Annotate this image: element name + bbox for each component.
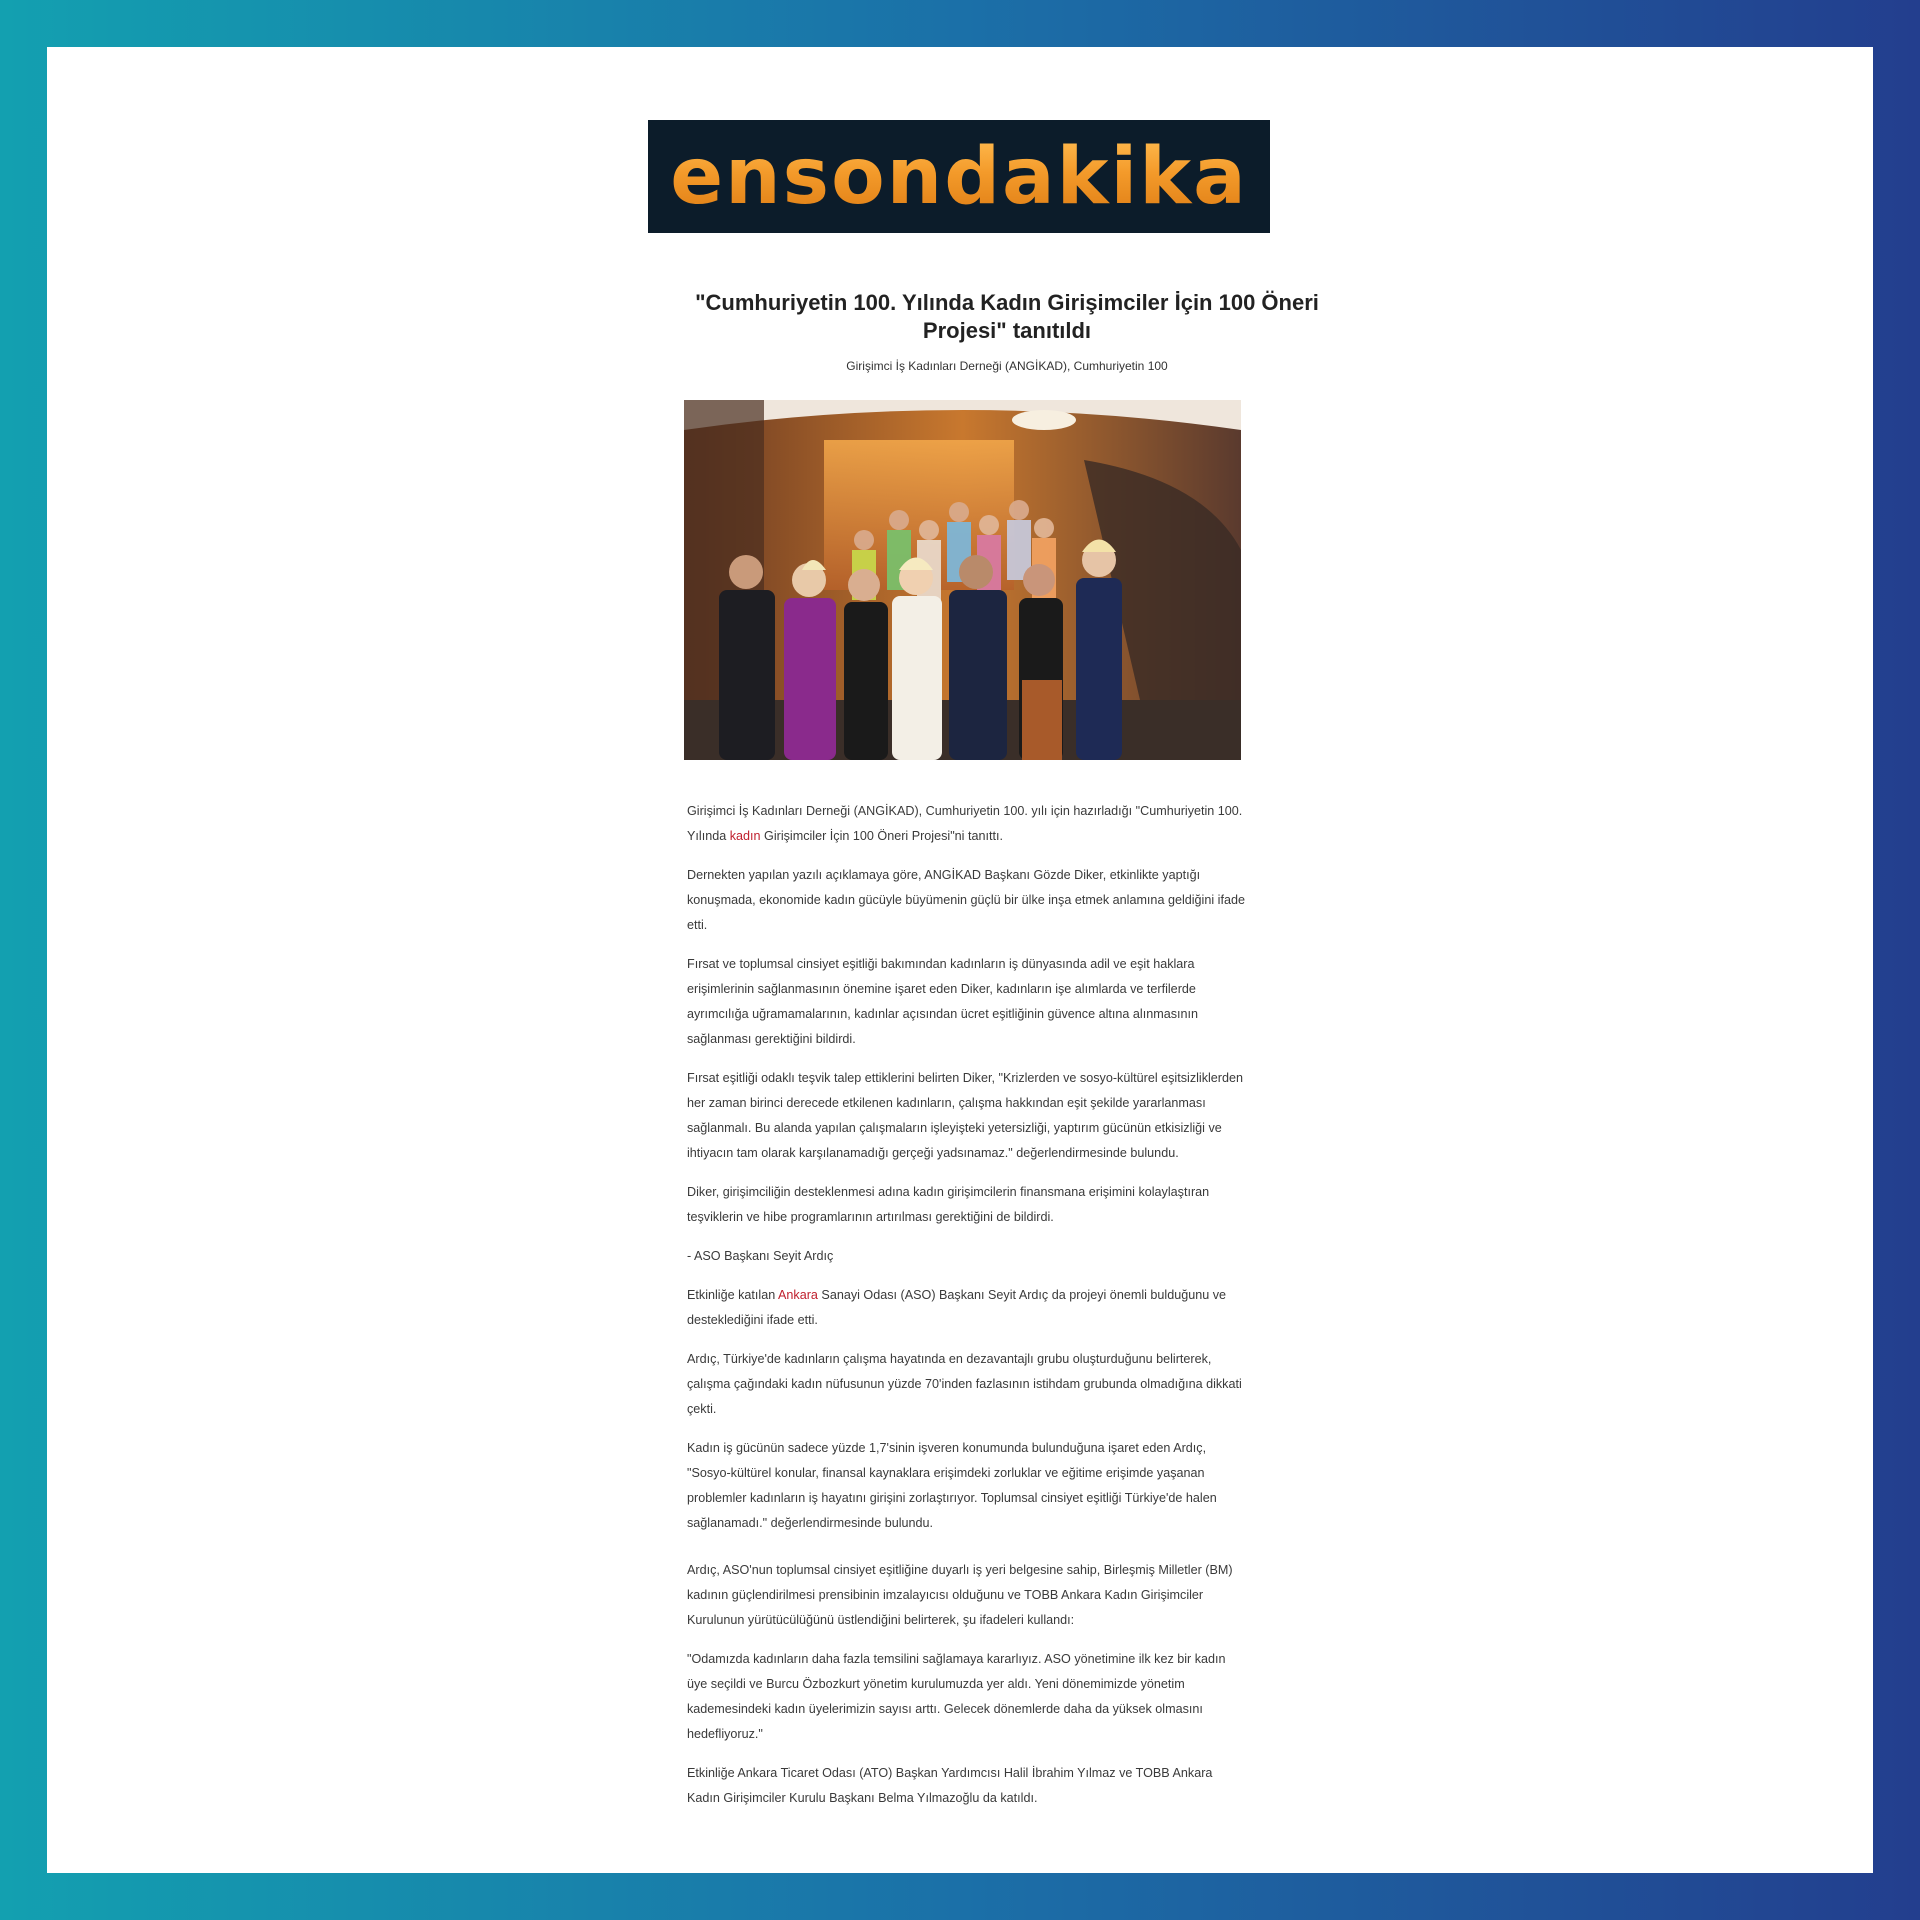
link-ankara[interactable]: Ankara bbox=[778, 1288, 818, 1302]
paragraph-12: Etkinliğe Ankara Ticaret Odası (ATO) Başkan Yardımcısı Halil İbrahim Yılmaz ve TOBB Ankara Kadın Girişimciler Kurulu Başkanı Belma Yılmazoğlu da katıldı. bbox=[687, 1766, 1213, 1805]
paragraph-6-subheading: - ASO Başkanı Seyit Ardıç bbox=[687, 1249, 834, 1263]
group-photo-illustration bbox=[684, 400, 1241, 760]
paragraph-7-text-a: Etkinliğe katılan bbox=[687, 1288, 779, 1302]
logo-wordmark: ensondakika bbox=[670, 131, 1248, 222]
article-tags: Girişimci İş Kadınları Derneği (ANGİKAD), Cumhuriyetin 100 bbox=[846, 359, 1168, 373]
paragraph-1-text-a: Girişimci İş Kadınları Derneği (ANGİKAD), Cumhuriyetin 100. yılı için hazırladığı "Cumhuriyetin 100. Yılında bbox=[687, 804, 1243, 843]
site-logo[interactable] bbox=[648, 120, 1270, 233]
paragraph-7 bbox=[687, 1283, 1247, 1333]
paragraph-3: Fırsat ve toplumsal cinsiyet eşitliği bakımından kadınların iş dünyasında adil ve eşit haklara erişimlerinin sağlanmasının önemine işaret eden Diker, kadınların işe alımlarda ve terfilerde ayrımcılığa uğramamalarının, kadınlar açısından ücret eşitliğinin güvence altına alınmasının sağlanması gerektiğini bildirdi. bbox=[687, 957, 1199, 1046]
paragraph-11: "Odamızda kadınların daha fazla temsilini sağlamaya kararlıyız. ASO yönetimine ilk kez bir kadın üye seçildi ve Burcu Özbozkurt yönetim kurulumuzda yer aldı. Yeni dönemimizde yönetim kademesindeki kadın üyelerimizin sayısı arttı. Gelecek dönemlerde daha da yüksek olmasını hedefliyoruz." bbox=[687, 1652, 1226, 1741]
paragraph-4: Fırsat eşitliği odaklı teşvik talep ettiklerini belirten Diker, "Krizlerden ve sosyo-kültürel eşitsizliklerden her zaman birinci derecede etkilenen kadınların, çalışma hakkından eşit şekilde yararlanması sağlanmalı. Bu alanda yapılan çalışmaların işleyişteki yetersizliği, yaptırım gücünün etkisizliği ve ihtiyacın tam olarak karşılanamadığı gerçeği yadsınamaz." değerlendirmesinde bulundu. bbox=[687, 1071, 1244, 1160]
article-body bbox=[687, 799, 1247, 1825]
link-kadin[interactable]: kadın bbox=[729, 829, 761, 843]
paragraph-5: Diker, girişimciliğin desteklenmesi adına kadın girişimcilerin finansmana erişimini kolaylaştıran teşviklerin ve hibe programlarının artırılması gerektiğini de bildirdi. bbox=[687, 1185, 1210, 1224]
article-headline: "Cumhuriyetin 100. Yılında Kadın Girişimciler İçin 100 Öneri Projesi" tanıtıldı bbox=[695, 290, 1319, 343]
paragraph-7-text-b: Sanayi Odası (ASO) Başkanı Seyit Ardıç da projeyi önemli bulduğunu ve desteklediğini ifade etti. bbox=[687, 1288, 1227, 1327]
paragraph-1 bbox=[687, 799, 1247, 849]
paragraph-10: Ardıç, ASO'nun toplumsal cinsiyet eşitliğine duyarlı iş yeri belgesine sahip, Birleşmiş Milletler (BM) kadının güçlendirilmesi prensibinin imzalayıcısı olduğunu ve TOBB Ankara Kadın Girişimciler Kurulunun yürütücülüğünü üstlendiğini belirterek, şu ifadeleri kullandı: bbox=[687, 1563, 1233, 1627]
article-card bbox=[47, 47, 1873, 1873]
paragraph-8: Ardıç, Türkiye'de kadınların çalışma hayatında en dezavantajlı grubu oluşturduğunu belirterek, çalışma çağındaki kadın nüfusunun yüzde 70'inden fazlasının istihdam grubunda olmadığına dikkati çekti. bbox=[687, 1352, 1242, 1416]
article-photo bbox=[684, 400, 1241, 760]
paragraph-9: Kadın iş gücünün sadece yüzde 1,7'sinin işveren konumunda bulunduğuna işaret eden Ardıç, "Sosyo-kültürel konular, finansal kaynaklara erişimdeki zorluklar ve eğitime erişimde yaşanan problemler kadınların iş hayatını girişini zorlaştırıyor. Toplumsal cinsiyet eşitliği Türkiye'de halen sağlanamadı." değerlendirmesinde bulundu. bbox=[687, 1441, 1217, 1530]
paragraph-1-text-b: Girişimciler İçin 100 Öneri Projesi"ni tanıttı. bbox=[760, 829, 1003, 843]
paragraph-2: Dernekten yapılan yazılı açıklamaya göre, ANGİKAD Başkanı Gözde Diker, etkinlikte yaptığı konuşmada, ekonomide kadın gücüyle büyümenin güçlü bir ülke inşa etmek anlamına geldiğini ifade etti. bbox=[687, 868, 1245, 932]
